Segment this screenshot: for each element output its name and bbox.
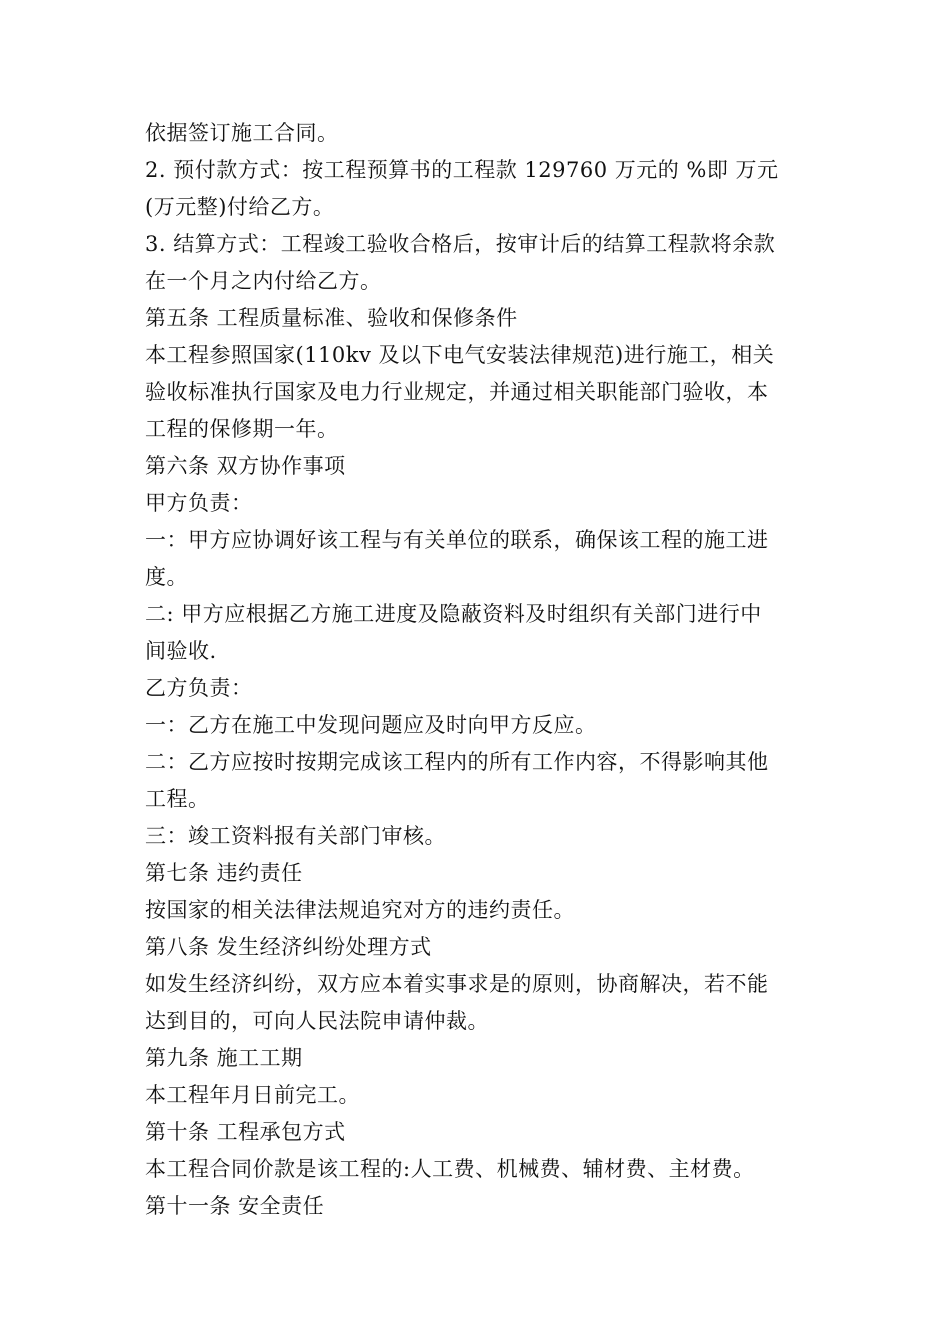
text-line: 本工程年月日前完工。 — [145, 1083, 360, 1107]
text-line: 一：乙方在施工中发现问题应及时向甲方反应。 — [145, 713, 597, 737]
section-heading: 第六条 双方协作事项 — [145, 454, 346, 478]
section-heading: 第五条 工程质量标准、验收和保修条件 — [145, 306, 518, 330]
text-line: 三：竣工资料报有关部门审核。 — [145, 824, 446, 848]
text-line: 验收标准执行国家及电力行业规定，并通过相关职能部门验收，本 — [145, 380, 769, 404]
text-line: 在一个月之内付给乙方。 — [145, 269, 382, 293]
section-heading: 第九条 施工工期 — [145, 1046, 303, 1070]
text-line: 2. 预付款方式：按工程预算书的工程款 129760 万元的 %即 万元 — [145, 158, 779, 182]
text-line: 依据签订施工合同。 — [145, 121, 339, 145]
section-heading: 第七条 违约责任 — [145, 861, 303, 885]
text-line: 乙方负责： — [145, 676, 253, 700]
text-line: 甲方负责： — [145, 491, 253, 515]
text-line: 二：乙方应按时按期完成该工程内的所有工作内容，不得影响其他 — [145, 750, 769, 774]
text-line: 如发生经济纠纷，双方应本着实事求是的原则，协商解决，若不能 — [145, 972, 769, 996]
text-line: (万元整)付给乙方。 — [145, 195, 335, 219]
text-line: 达到目的，可向人民法院申请仲裁。 — [145, 1009, 489, 1033]
text-line: 一：甲方应协调好该工程与有关单位的联系，确保该工程的施工进 — [145, 528, 769, 552]
section-heading: 第八条 发生经济纠纷处理方式 — [145, 935, 432, 959]
text-line: 二: 甲方应根据乙方施工进度及隐蔽资料及时组织有关部门进行中 — [145, 602, 762, 626]
section-heading: 第十一条 安全责任 — [145, 1194, 325, 1218]
text-line: 本工程合同价款是该工程的:人工费、机械费、辅材费、主材费。 — [145, 1157, 755, 1181]
text-line: 本工程参照国家(110kv 及以下电气安装法律规范)进行施工，相关 — [145, 343, 775, 367]
text-line: 3. 结算方式：工程竣工验收合格后，按审计后的结算工程款将余款 — [145, 232, 776, 256]
text-line: 工程。 — [145, 787, 210, 811]
text-line: 度。 — [145, 565, 188, 589]
document-page — [145, 115, 810, 1225]
section-heading: 第十条 工程承包方式 — [145, 1120, 346, 1144]
text-line: 按国家的相关法律法规追究对方的违约责任。 — [145, 898, 575, 922]
text-line: 间验收. — [145, 639, 217, 663]
text-line: 工程的保修期一年。 — [145, 417, 339, 441]
